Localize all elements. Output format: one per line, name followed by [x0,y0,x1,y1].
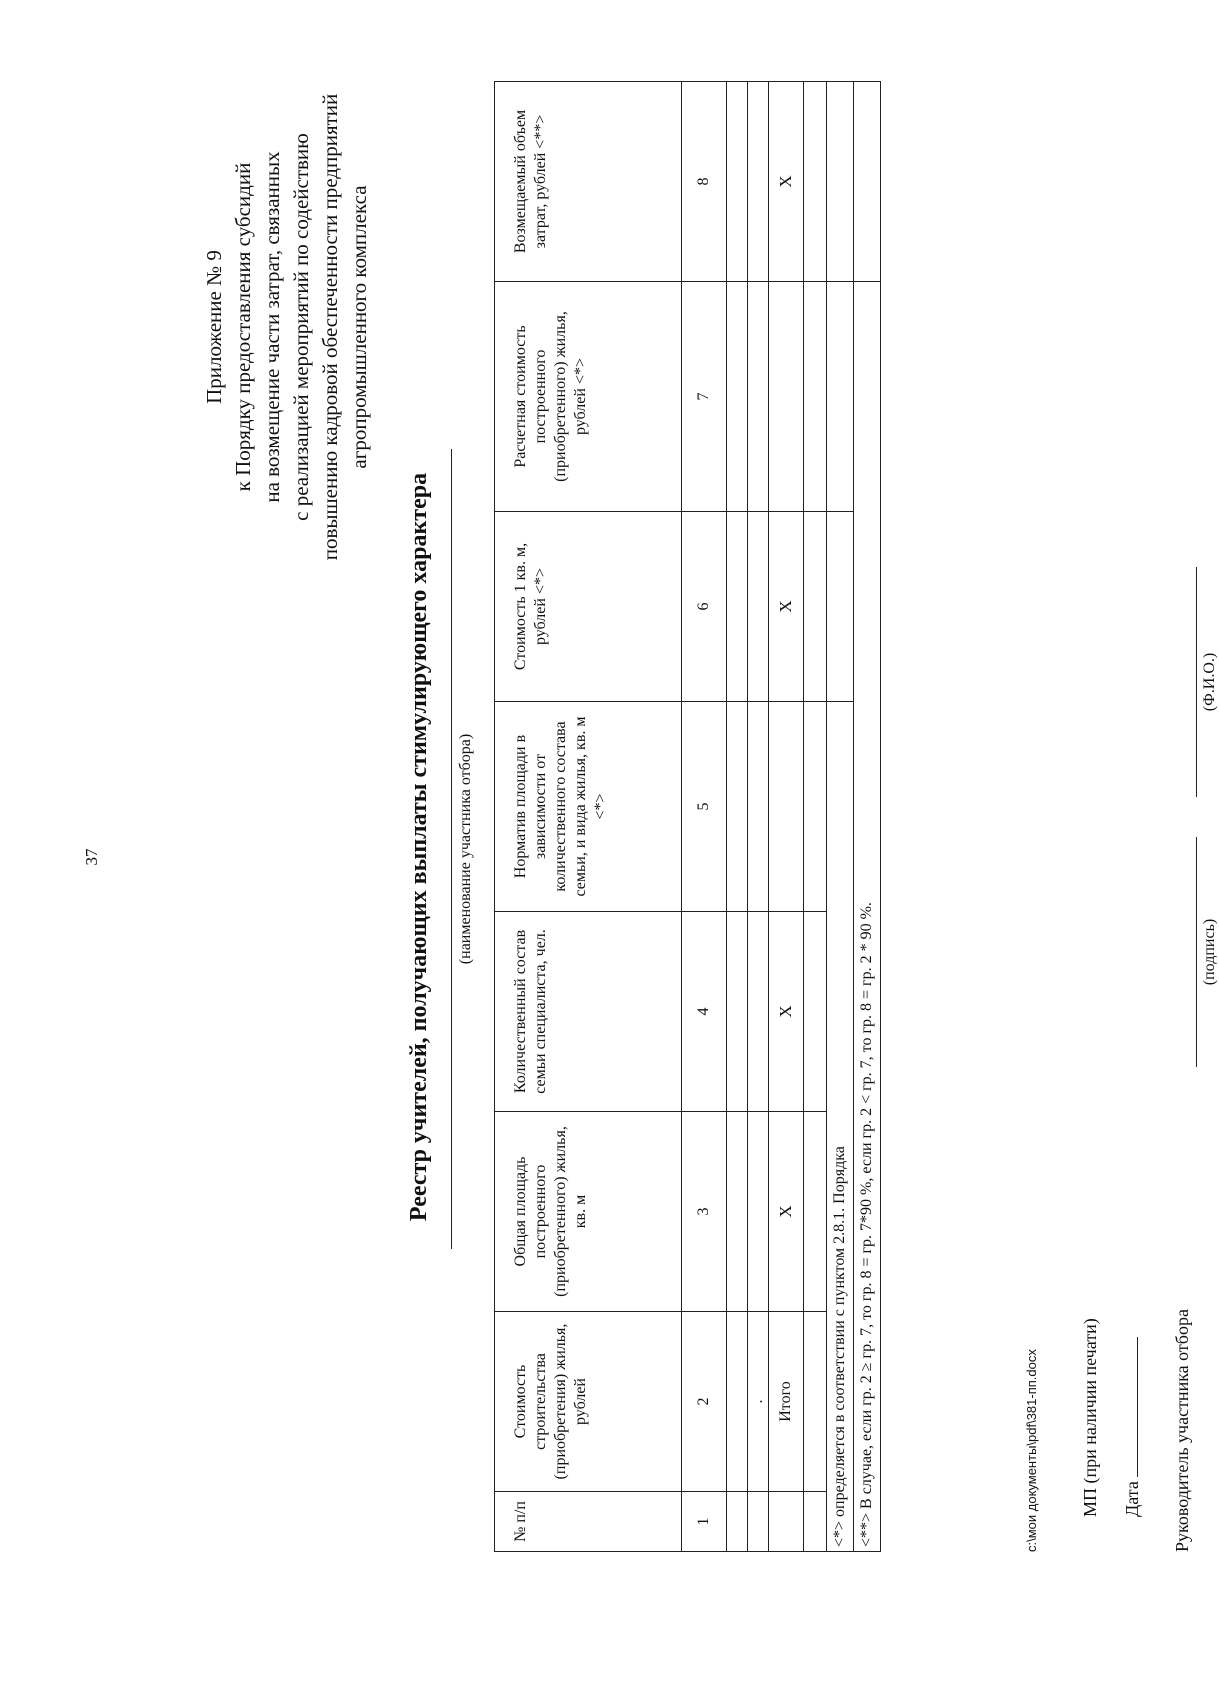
x-mark: X [769,912,804,1112]
table-cell [727,512,748,702]
table-cell [804,282,827,512]
table-cell: 1 [682,1492,727,1552]
table-cell [748,702,769,912]
appendix-line: повышению кадровой обеспеченности предприятий [318,93,342,561]
date-label: Дата [1122,1481,1142,1517]
x-mark: X [769,82,804,282]
participant-caption: (наименование участника отбора) [457,733,474,965]
head-label: Руководитель участника отбора [1172,1309,1192,1552]
footnote-row [827,82,854,1552]
table-cell [827,82,854,282]
header-cell: № п/п [495,1492,682,1552]
table-cell [748,512,769,702]
x-mark: X [769,1112,804,1312]
header-cell: Стоимость 1 кв. м, рублей <*> [495,512,682,702]
registry-table [494,81,881,1552]
table-cell: 2 [682,1312,727,1492]
table-cell [804,1312,827,1492]
table-cell [727,702,748,912]
header-cell: Норматив площади в зависимости от количественного состава семьи, и вида жилья, кв. м <*> [495,702,682,912]
table-cell: 6 [682,512,727,702]
table-cell [804,82,827,282]
table-cell [727,82,748,282]
appendix-line: на возмещение части затрат, связанных [260,151,284,503]
table-cell: 3 [682,1112,727,1312]
stamp-label: МП (при наличии печати) [1080,1318,1100,1517]
page-number: 37 [82,848,101,866]
table-cell: 4 [682,912,727,1112]
footnote-1: <*> определяется в соответствии с пунктом 2.8.1. Порядка [827,702,854,1552]
table-cell: 5 [682,702,727,912]
table-cell [804,1112,827,1312]
table-cell [727,1312,748,1492]
table-cell [827,282,854,512]
name-caption: (Ф.И.О.) [1201,652,1218,712]
total-label: Итого [769,1312,804,1492]
table-cell [804,1492,827,1552]
table-cell [727,282,748,512]
header-cell: Количественный состав семьи специалиста, чел. [495,912,682,1112]
table-cell [748,82,769,282]
total-row [769,82,804,1552]
file-path: c:\мои документы\pdf\381-пп.docx [1024,1349,1039,1552]
participant-name-line [451,449,452,1249]
table-cell [769,1492,804,1552]
date-line [1123,1337,1138,1477]
appendix-header [200,27,374,627]
date-field [1122,1337,1143,1517]
table-cell [804,912,827,1112]
footnote-2: <**> В случае, если гр. 2 ≥ гр. 7, то гр. 8 = гр. 7*90 %, если гр. 2 < гр. 7, то гр. 8 = гр. 2 * 90 %. [854,282,881,1552]
signature-caption: (подпись) [1201,918,1218,986]
footnote-row [854,82,881,1552]
table-row [682,82,727,1552]
table-cell [804,702,827,912]
signature-line [1196,837,1197,1067]
table-row [804,82,827,1552]
header-cell: Стоимость строительства (приобретения) жилья, рублей [495,1312,682,1492]
table-cell: 8 [682,82,727,282]
header-cell: Возмещаемый объем затрат, рублей <**> [495,82,682,282]
header-cell: Расчетная стоимость построенного (приобретенного) жилья, рублей <*> [495,282,682,512]
document-title: Реестр учителей, получающих выплаты стимулирующего характера [406,472,432,1222]
table-cell [854,82,881,282]
table-cell [748,1112,769,1312]
header-cell: Общая площадь построенного (приобретенного) жилья, кв. м [495,1112,682,1312]
table-cell [804,512,827,702]
table-cell [748,912,769,1112]
table-cell [748,282,769,512]
table-cell [727,912,748,1112]
table-cell [827,512,854,702]
table-cell [727,1112,748,1312]
table-cell: 7 [682,282,727,512]
appendix-line: Приложение № 9 [202,250,226,404]
appendix-line: к Порядку предоставления субсидий [231,162,255,492]
table-cell [727,1492,748,1552]
table-header-row [495,82,682,1552]
table-cell [769,702,804,912]
table-cell [748,1492,769,1552]
table-cell: . [748,1312,769,1492]
x-mark: X [769,512,804,702]
appendix-line: с реализацией мероприятий по содействию [289,133,313,521]
table-cell [769,282,804,512]
table-row [727,82,748,1552]
table-row [748,82,769,1552]
appendix-line: агропромышленного комплекса [347,185,371,469]
name-line [1196,567,1197,797]
